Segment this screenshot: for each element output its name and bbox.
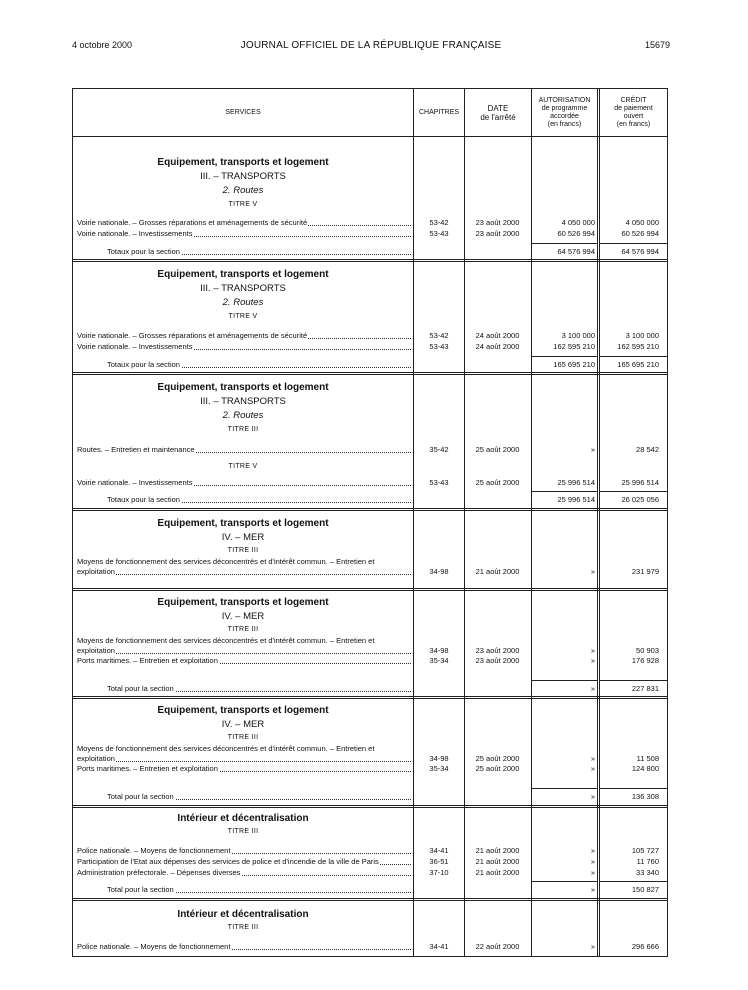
row-label <box>77 656 411 666</box>
row-label-text: exploitation <box>77 567 115 576</box>
section-total-label-text: Totaux pour la section <box>107 360 180 369</box>
row-chapitre: 37-10 <box>429 868 449 877</box>
row-label-text: Voirie nationale. – Grosses réparations et aménagements de sécurité <box>77 218 308 227</box>
row-credit: 3 100 000 <box>625 331 659 340</box>
section-total-label-text: Total pour la section <box>107 684 174 693</box>
row-autorisation: » <box>590 846 595 855</box>
total-rule <box>531 356 597 357</box>
row-credit: 162 595 210 <box>617 342 659 351</box>
row-credit: 176 928 <box>631 656 659 665</box>
row-label-text: Participation de l'Etat aux dépenses des services de police et d'incendie de la ville de Paris <box>77 857 379 866</box>
row-date: 24 août 2000 <box>475 331 520 340</box>
section-subtitle: III. – TRANSPORTS <box>200 396 286 407</box>
row-label-text: Administration préfectorale. – Dépenses diverses <box>77 868 241 877</box>
row-chapitre: 34-41 <box>429 942 449 951</box>
total-rule <box>531 680 597 681</box>
row-date: 23 août 2000 <box>475 656 520 665</box>
row-label-line1 <box>77 744 411 754</box>
journal-title: JOURNAL OFFICIEL DE LA RÉPUBLIQUE FRANÇAISE <box>240 40 502 51</box>
row-credit: 33 340 <box>636 868 659 877</box>
total-rule <box>599 788 667 789</box>
row-date: 21 août 2000 <box>475 567 520 576</box>
page-header <box>72 40 670 54</box>
section-total-autorisation: 25 996 514 <box>557 495 595 504</box>
row-credit: 231 979 <box>631 567 659 576</box>
row-label-text: Ports maritimes. – Entretien et exploitation <box>77 764 218 773</box>
header-credit: CRÉDIT de paiement ouvert (en francs) <box>614 96 653 128</box>
row-date: 22 août 2000 <box>475 942 520 951</box>
row-autorisation: » <box>590 942 595 951</box>
row-label <box>77 754 411 764</box>
row-autorisation: » <box>590 656 595 665</box>
row-label-text: Voirie nationale. – Investissements <box>77 478 193 487</box>
row-chapitre: 53-42 <box>429 331 449 340</box>
row-chapitre: 53-43 <box>429 229 449 238</box>
header-date: DATE de l'arrêté <box>480 103 516 122</box>
section-ministry: Equipement, transports et logement <box>157 157 329 168</box>
section-total-label <box>107 495 411 505</box>
row-autorisation: » <box>590 857 595 866</box>
section-total-autorisation: 64 576 994 <box>557 247 595 256</box>
row-autorisation: » <box>590 754 595 763</box>
row-label <box>77 846 411 856</box>
row-label-text: exploitation <box>77 646 115 655</box>
row-chapitre: 53-43 <box>429 478 449 487</box>
section-titre: TITRE V <box>228 201 258 208</box>
section-subtitle: IV. – MER <box>221 611 265 622</box>
row-label <box>77 218 411 228</box>
row-label <box>77 857 411 867</box>
row-label <box>77 764 411 774</box>
row-chapitre: 36-51 <box>429 857 449 866</box>
total-rule <box>599 491 667 492</box>
section-ministry: Equipement, transports et logement <box>157 597 329 608</box>
section-titre: TITRE III <box>227 828 259 835</box>
section-total-autorisation: » <box>590 885 595 894</box>
row-label-line1-text: Moyens de fonctionnement des services déconcentrés et d'intérêt commun. – Entretien et <box>77 744 375 753</box>
total-rule <box>531 881 597 882</box>
row-date: 23 août 2000 <box>475 646 520 655</box>
row-date: 21 août 2000 <box>475 868 520 877</box>
appropriations-table <box>72 88 668 957</box>
page-number: 15679 <box>644 40 670 50</box>
row-label-text: Police nationale. – Moyens de fonctionnement <box>77 846 231 855</box>
row-credit: 28 542 <box>636 445 659 454</box>
header-autorisation: AUTORISATION de programme accordée (en francs) <box>538 96 591 128</box>
row-date: 25 août 2000 <box>475 754 520 763</box>
row-credit: 105 727 <box>631 846 659 855</box>
row-label-text: exploitation <box>77 754 115 763</box>
row-label <box>77 942 411 952</box>
section-total-label-text: Totaux pour la section <box>107 495 180 504</box>
row-chapitre: 35-42 <box>429 445 449 454</box>
total-rule <box>599 243 667 244</box>
row-autorisation: 3 100 000 <box>561 331 595 340</box>
section-separator <box>73 898 667 901</box>
total-rule <box>531 788 597 789</box>
total-rule <box>599 881 667 882</box>
row-credit: 11 508 <box>636 754 659 763</box>
row-label-line1-text: Moyens de fonctionnement des services déconcentrés et d'intérêt commun. – Entretien et <box>77 636 375 645</box>
row-autorisation: 60 526 994 <box>557 229 595 238</box>
row-label <box>77 331 411 341</box>
section-total-label-text: Total pour la section <box>107 792 174 801</box>
row-date: 23 août 2000 <box>475 218 520 227</box>
total-rule <box>599 356 667 357</box>
row-label-text: Voirie nationale. – Grosses réparations et aménagements de sécurité <box>77 331 308 340</box>
section-total-label <box>107 885 411 895</box>
row-label-text: Voirie nationale. – Investissements <box>77 229 193 238</box>
section-titre: TITRE III <box>227 426 259 433</box>
row-autorisation: 25 996 514 <box>557 478 595 487</box>
section-separator <box>73 696 667 699</box>
section-subtitle: III. – TRANSPORTS <box>200 283 286 294</box>
row-autorisation: 162 595 210 <box>553 342 595 351</box>
table-header <box>73 89 667 137</box>
row-label <box>77 478 411 488</box>
section-subtitle: IV. – MER <box>221 719 265 730</box>
row-autorisation: » <box>590 764 595 773</box>
row-chapitre: 35-34 <box>429 656 449 665</box>
section-separator <box>73 259 667 262</box>
row-label <box>77 445 411 455</box>
row-label-text: Police nationale. – Moyens de fonctionnement <box>77 942 231 951</box>
section-total-credit: 150 827 <box>631 885 659 894</box>
total-rule <box>599 680 667 681</box>
section-total-autorisation: » <box>590 684 595 693</box>
row-credit: 4 050 000 <box>625 218 659 227</box>
row-autorisation: » <box>590 445 595 454</box>
section-total-credit: 64 576 994 <box>621 247 659 256</box>
row-date: 21 août 2000 <box>475 846 520 855</box>
section-subtitle-2: 2. Routes <box>222 185 264 196</box>
row-credit: 296 666 <box>631 942 659 951</box>
section-ministry: Intérieur et décentralisation <box>177 909 309 920</box>
section-total-label-text: Totaux pour la section <box>107 247 180 256</box>
row-autorisation: 4 050 000 <box>561 218 595 227</box>
section-titre: TITRE V <box>228 313 258 320</box>
row-date: 25 août 2000 <box>475 764 520 773</box>
row-chapitre: 34-98 <box>429 567 449 576</box>
section-separator <box>73 372 667 375</box>
section-separator <box>73 588 667 591</box>
row-chapitre: 35-34 <box>429 764 449 773</box>
section-ministry: Intérieur et décentralisation <box>177 813 309 824</box>
section-total-label <box>107 792 411 802</box>
section-separator <box>73 508 667 511</box>
row-label-line1 <box>77 636 411 646</box>
section-total-label <box>107 684 411 694</box>
table-body <box>73 137 667 956</box>
section-ministry: Equipement, transports et logement <box>157 269 329 280</box>
section-total-label-text: Total pour la section <box>107 885 174 894</box>
row-credit: 60 526 994 <box>621 229 659 238</box>
section-total-autorisation: » <box>590 792 595 801</box>
section-subtitle-2: 2. Routes <box>222 297 264 308</box>
section-titre: TITRE III <box>227 547 259 554</box>
section-titre: TITRE III <box>227 626 259 633</box>
row-label-text: Voirie nationale. – Investissements <box>77 342 193 351</box>
row-label <box>77 342 411 352</box>
row-chapitre: 34-41 <box>429 846 449 855</box>
row-credit: 25 996 514 <box>621 478 659 487</box>
section-subtitle-2: 2. Routes <box>222 410 264 421</box>
section-titre: TITRE V <box>228 463 258 470</box>
row-credit: 50 903 <box>636 646 659 655</box>
row-chapitre: 53-42 <box>429 218 449 227</box>
section-total-credit: 136 308 <box>631 792 659 801</box>
row-date: 25 août 2000 <box>475 478 520 487</box>
row-autorisation: » <box>590 567 595 576</box>
row-date: 21 août 2000 <box>475 857 520 866</box>
row-credit: 11 760 <box>636 857 659 866</box>
row-chapitre: 34-98 <box>429 646 449 655</box>
total-rule <box>531 491 597 492</box>
row-autorisation: » <box>590 868 595 877</box>
header-chapitres: CHAPITRES <box>418 108 460 116</box>
section-subtitle: III. – TRANSPORTS <box>200 171 286 182</box>
section-ministry: Equipement, transports et logement <box>157 705 329 716</box>
row-label-line1 <box>77 557 411 567</box>
row-label-text: Ports maritimes. – Entretien et exploitation <box>77 656 218 665</box>
section-total-credit: 227 831 <box>631 684 659 693</box>
section-total-credit: 165 695 210 <box>617 360 659 369</box>
section-total-label <box>107 247 411 257</box>
row-autorisation: » <box>590 646 595 655</box>
row-date: 25 août 2000 <box>475 445 520 454</box>
row-chapitre: 34-98 <box>429 754 449 763</box>
section-total-credit: 26 025 056 <box>621 495 659 504</box>
row-label <box>77 229 411 239</box>
row-label-line1-text: Moyens de fonctionnement des services déconcentrés et d'intérêt commun. – Entretien et <box>77 557 375 566</box>
total-rule <box>531 243 597 244</box>
row-credit: 124 800 <box>631 764 659 773</box>
section-total-label <box>107 360 411 370</box>
row-label-text: Routes. – Entretien et maintenance <box>77 445 195 454</box>
section-total-autorisation: 165 695 210 <box>553 360 595 369</box>
section-titre: TITRE III <box>227 734 259 741</box>
row-date: 23 août 2000 <box>475 229 520 238</box>
section-subtitle: IV. – MER <box>221 532 265 543</box>
section-ministry: Equipement, transports et logement <box>157 518 329 529</box>
section-titre: TITRE III <box>227 924 259 931</box>
header-date: 4 octobre 2000 <box>72 40 133 50</box>
row-chapitre: 53-43 <box>429 342 449 351</box>
row-label <box>77 646 411 656</box>
row-label <box>77 567 411 577</box>
section-ministry: Equipement, transports et logement <box>157 382 329 393</box>
section-separator <box>73 805 667 808</box>
row-label <box>77 868 411 878</box>
header-services: SERVICES <box>225 108 261 116</box>
row-date: 24 août 2000 <box>475 342 520 351</box>
